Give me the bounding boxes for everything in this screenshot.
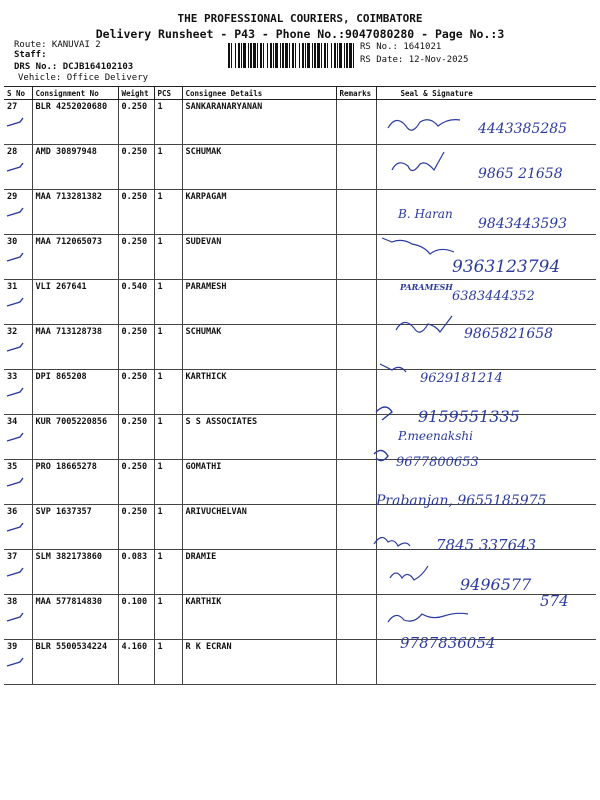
row-pcs-text: 1 (157, 327, 163, 337)
barcode-bar (344, 43, 345, 68)
row-sno-text: 30 (7, 237, 18, 247)
row-sno (4, 595, 32, 640)
row-consignee (182, 415, 336, 460)
handwriting-39: 9787836054 (400, 634, 496, 652)
barcode-bar (289, 43, 290, 68)
barcode-bar (270, 43, 272, 68)
barcode-bar (339, 43, 342, 68)
row-weight (118, 415, 154, 460)
row-weight-text: 0.250 (121, 417, 148, 427)
table-row (4, 550, 596, 595)
row-pcs-text: 1 (157, 552, 163, 562)
row-pcs-text: 1 (157, 147, 163, 157)
row-pcs (154, 100, 182, 145)
row-pcs (154, 325, 182, 370)
row-signature (376, 190, 596, 235)
barcode-bar (317, 43, 320, 68)
row-sno (4, 100, 32, 145)
rs-number: RS No.: 1641021 (360, 42, 442, 52)
barcode-bar (349, 43, 352, 68)
barcode-bar (250, 43, 252, 68)
handwriting-38b: 574 (540, 592, 569, 610)
row-remarks (336, 505, 376, 550)
row-consignee-text: ARIVUCHELVAN (185, 507, 247, 517)
check-mark-icon (6, 476, 24, 488)
row-consignment (32, 370, 118, 415)
row-consignee (182, 550, 336, 595)
handwriting-37: 7845 337643 (436, 536, 537, 554)
row-sno (4, 370, 32, 415)
row-pcs (154, 550, 182, 595)
row-consignee-text: PARAMESH (185, 282, 227, 292)
table-header-row (4, 87, 596, 100)
table-row (4, 325, 596, 370)
row-consignment-text: MAA 712065073 (35, 237, 103, 247)
row-sno-text: 39 (7, 642, 18, 652)
row-consignment (32, 190, 118, 235)
row-consignment (32, 640, 118, 685)
barcode-bar (312, 43, 313, 68)
row-pcs (154, 190, 182, 235)
handwriting-35: 9677800653 (396, 455, 479, 470)
table-row (4, 280, 596, 325)
barcode-bar (253, 43, 256, 68)
row-consignment-text: SLM 382173860 (35, 552, 103, 562)
row-signature (376, 595, 596, 640)
row-consignment-text: PRO 18665278 (35, 462, 97, 472)
check-mark-icon (6, 386, 24, 398)
row-signature (376, 640, 596, 685)
barcode-bar (238, 43, 240, 68)
row-consignment-text: MAA 713281382 (35, 192, 103, 202)
row-sno (4, 190, 32, 235)
col-consignee: Consignee Details (182, 87, 336, 100)
row-sno-text: 28 (7, 147, 18, 157)
row-remarks (336, 640, 376, 685)
row-pcs-text: 1 (157, 642, 163, 652)
table-row (4, 100, 596, 145)
handwriting-31a: PARAMESH (400, 282, 453, 292)
col-sno: S No (4, 87, 32, 100)
row-weight (118, 325, 154, 370)
row-consignee (182, 325, 336, 370)
row-pcs (154, 595, 182, 640)
barcode-bar (231, 43, 232, 68)
rs-date: RS Date: 12-Nov-2025 (360, 55, 469, 65)
row-consignee-text: KARPAGAM (185, 192, 227, 202)
row-weight-text: 4.160 (121, 642, 148, 652)
row-consignee-text: SUDEVAN (185, 237, 222, 247)
row-weight (118, 280, 154, 325)
row-pcs-text: 1 (157, 417, 163, 427)
col-pcs: PCS (154, 87, 182, 100)
row-consignment-text: MAA 713128738 (35, 327, 103, 337)
row-consignee (182, 145, 336, 190)
row-sno-text: 31 (7, 282, 18, 292)
barcode-bar (257, 43, 258, 68)
row-sno-text: 38 (7, 597, 18, 607)
barcode-bar (292, 43, 294, 68)
row-weight-text: 0.083 (121, 552, 148, 562)
check-mark-icon (6, 206, 24, 218)
handwriting-36: Prabanjan, 9655185975 (376, 493, 547, 509)
check-mark-icon (6, 251, 24, 263)
col-consignment: Consignment No (32, 87, 118, 100)
table-row (4, 640, 596, 685)
row-pcs (154, 280, 182, 325)
row-sno-text: 37 (7, 552, 18, 562)
barcode-bar (263, 43, 264, 68)
row-signature (376, 235, 596, 280)
row-consignee-text: DRAMIE (185, 552, 217, 562)
row-pcs (154, 145, 182, 190)
barcode-bar (273, 43, 274, 68)
row-sno (4, 415, 32, 460)
row-weight (118, 460, 154, 505)
row-weight (118, 370, 154, 415)
handwriting-30: 9363123794 (452, 257, 561, 277)
table-row (4, 190, 596, 235)
drs-number: DRS No.: DCJB164102103 (14, 62, 134, 72)
row-sno (4, 550, 32, 595)
row-remarks (336, 325, 376, 370)
row-remarks (336, 550, 376, 595)
row-remarks (336, 100, 376, 145)
row-consignment (32, 460, 118, 505)
handwriting-31b: 6383444352 (452, 289, 535, 304)
row-sno-text: 35 (7, 462, 18, 472)
check-mark-icon (6, 116, 24, 128)
row-weight (118, 235, 154, 280)
row-consignment (32, 325, 118, 370)
barcode-bar (302, 43, 304, 68)
route-label: Route: KANUVAI 2 (14, 40, 101, 50)
row-consignment-text: DPI 865208 (35, 372, 87, 382)
barcode-bar (299, 43, 300, 68)
row-pcs-text: 1 (157, 192, 163, 202)
row-consignee (182, 595, 336, 640)
check-mark-icon (6, 431, 24, 443)
row-weight-text: 0.540 (121, 282, 148, 292)
row-consignee-text: SANKARANARYANAN (185, 102, 263, 112)
row-consignment (32, 505, 118, 550)
row-consignee (182, 505, 336, 550)
handwriting-29b: 9843443593 (478, 216, 568, 232)
company-title: THE PROFESSIONAL COURIERS, COIMBATORE (177, 12, 423, 25)
row-weight-text: 0.250 (121, 192, 148, 202)
runsheet-subtitle: Delivery Runsheet - P43 - Phone No.:9047080280 - Page No.:3 (95, 27, 505, 41)
row-sno (4, 460, 32, 505)
table-row (4, 370, 596, 415)
row-consignment (32, 550, 118, 595)
row-consignment (32, 595, 118, 640)
row-pcs (154, 505, 182, 550)
handwriting-38a: 9496577 (460, 575, 532, 594)
row-sno (4, 325, 32, 370)
row-sno-text: 36 (7, 507, 18, 517)
row-consignee (182, 460, 336, 505)
table-row (4, 145, 596, 190)
row-pcs-text: 1 (157, 237, 163, 247)
row-signature (376, 325, 596, 370)
row-sno-text: 29 (7, 192, 18, 202)
barcode-bar (331, 43, 332, 68)
row-weight (118, 505, 154, 550)
row-consignment-text: KUR 7005220856 (35, 417, 108, 427)
barcode-bar (324, 43, 326, 68)
handwriting-34a: 9159551335 (418, 407, 520, 426)
row-remarks (336, 235, 376, 280)
row-remarks (336, 190, 376, 235)
row-consignment-text: SVP 1637357 (35, 507, 92, 517)
row-weight (118, 595, 154, 640)
check-mark-icon (6, 611, 24, 623)
handwriting-32: 9865821658 (464, 326, 554, 342)
row-remarks (336, 415, 376, 460)
row-consignment-text: BLR 4252020680 (35, 102, 108, 112)
row-weight-text: 0.100 (121, 597, 148, 607)
row-weight (118, 640, 154, 685)
row-signature (376, 100, 596, 145)
row-consignee-text: SCHUMAK (185, 327, 222, 337)
row-consignment-text: MAA 577814830 (35, 597, 103, 607)
barcode-bar (280, 43, 281, 68)
row-consignee-text: R K ECRAN (185, 642, 232, 652)
barcode-bar (307, 43, 310, 68)
row-consignee-text: KARTHIK (185, 597, 222, 607)
table-row (4, 235, 596, 280)
barcode-bar (314, 43, 316, 68)
barcode-bar (334, 43, 336, 68)
handwriting-33: 9629181214 (420, 371, 503, 386)
row-weight (118, 100, 154, 145)
table-row (4, 595, 596, 640)
check-mark-icon (6, 161, 24, 173)
row-consignee-text: GOMATHI (185, 462, 222, 472)
barcode-bar (267, 43, 268, 68)
row-signature (376, 145, 596, 190)
barcode-bar (228, 43, 230, 68)
barcode-bar (346, 43, 348, 68)
row-pcs-text: 1 (157, 462, 163, 472)
row-weight-text: 0.250 (121, 237, 148, 247)
row-pcs (154, 460, 182, 505)
row-weight (118, 190, 154, 235)
handwriting-28: 9865 21658 (478, 166, 563, 182)
barcode-bar (275, 43, 278, 68)
barcode-bar (241, 43, 242, 68)
handwriting-27: 4443385285 (478, 121, 568, 137)
row-consignment (32, 415, 118, 460)
row-pcs (154, 370, 182, 415)
barcode (228, 43, 356, 68)
row-consignee-text: SCHUMAK (185, 147, 222, 157)
row-signature (376, 505, 596, 550)
row-remarks (336, 280, 376, 325)
staff-label: Staff: (14, 50, 47, 60)
row-consignee (182, 280, 336, 325)
row-pcs (154, 415, 182, 460)
row-consignee (182, 100, 336, 145)
row-sno (4, 505, 32, 550)
row-signature (376, 415, 596, 460)
check-mark-icon (6, 566, 24, 578)
barcode-bar (243, 43, 246, 68)
row-consignment (32, 100, 118, 145)
row-sno (4, 235, 32, 280)
row-sno-text: 27 (7, 102, 18, 112)
col-signature: Seal & Signature (376, 87, 596, 100)
barcode-bar (248, 43, 249, 68)
row-sno (4, 640, 32, 685)
row-pcs-text: 1 (157, 372, 163, 382)
row-signature (376, 460, 596, 505)
row-weight-text: 0.250 (121, 462, 148, 472)
row-pcs (154, 640, 182, 685)
row-consignee-text: KARTHICK (185, 372, 227, 382)
row-signature (376, 280, 596, 325)
handwriting-29a: B. Haran (398, 207, 453, 221)
row-remarks (336, 595, 376, 640)
check-mark-icon (6, 656, 24, 668)
row-signature (376, 370, 596, 415)
barcode-bar (260, 43, 262, 68)
row-pcs (154, 235, 182, 280)
row-pcs-text: 1 (157, 507, 163, 517)
row-weight-text: 0.250 (121, 372, 148, 382)
row-sno-text: 34 (7, 417, 18, 427)
row-weight-text: 0.250 (121, 147, 148, 157)
vehicle-label: Vehicle: Office Delivery (18, 73, 149, 83)
row-consignee (182, 640, 336, 685)
row-consignment-text: BLR 5500534224 (35, 642, 108, 652)
row-consignee (182, 190, 336, 235)
barcode-bar (305, 43, 306, 68)
row-weight-text: 0.250 (121, 102, 148, 112)
row-consignment-text: AMD 30897948 (35, 147, 97, 157)
row-pcs-text: 1 (157, 597, 163, 607)
row-weight-text: 0.250 (121, 507, 148, 517)
row-consignee (182, 235, 336, 280)
row-remarks (336, 145, 376, 190)
row-sno (4, 280, 32, 325)
row-pcs-text: 1 (157, 282, 163, 292)
col-weight: Weight (118, 87, 154, 100)
row-sno-text: 33 (7, 372, 18, 382)
barcode-bar (321, 43, 322, 68)
row-weight-text: 0.250 (121, 327, 148, 337)
barcode-bar (295, 43, 296, 68)
runsheet-table (4, 86, 596, 685)
barcode-bar (337, 43, 338, 68)
handwriting-34b: P.meenakshi (398, 429, 473, 443)
check-mark-icon (6, 296, 24, 308)
col-remarks: Remarks (336, 87, 376, 100)
barcode-bar (282, 43, 284, 68)
table-row (4, 505, 596, 550)
check-mark-icon (6, 341, 24, 353)
row-weight (118, 550, 154, 595)
row-consignee (182, 370, 336, 415)
row-weight (118, 145, 154, 190)
row-consignment (32, 145, 118, 190)
table-row (4, 415, 596, 460)
row-remarks (336, 370, 376, 415)
row-remarks (336, 460, 376, 505)
row-sno-text: 32 (7, 327, 18, 337)
row-signature (376, 550, 596, 595)
table-row (4, 460, 596, 505)
row-sno (4, 145, 32, 190)
row-consignment-text: VLI 267641 (35, 282, 87, 292)
barcode-bar (285, 43, 288, 68)
barcode-bar (235, 43, 236, 68)
barcode-bar (353, 43, 354, 68)
row-consignee-text: S S ASSOCIATES (185, 417, 258, 427)
check-mark-icon (6, 521, 24, 533)
row-pcs-text: 1 (157, 102, 163, 112)
row-consignment (32, 235, 118, 280)
row-consignment (32, 280, 118, 325)
barcode-bar (327, 43, 328, 68)
